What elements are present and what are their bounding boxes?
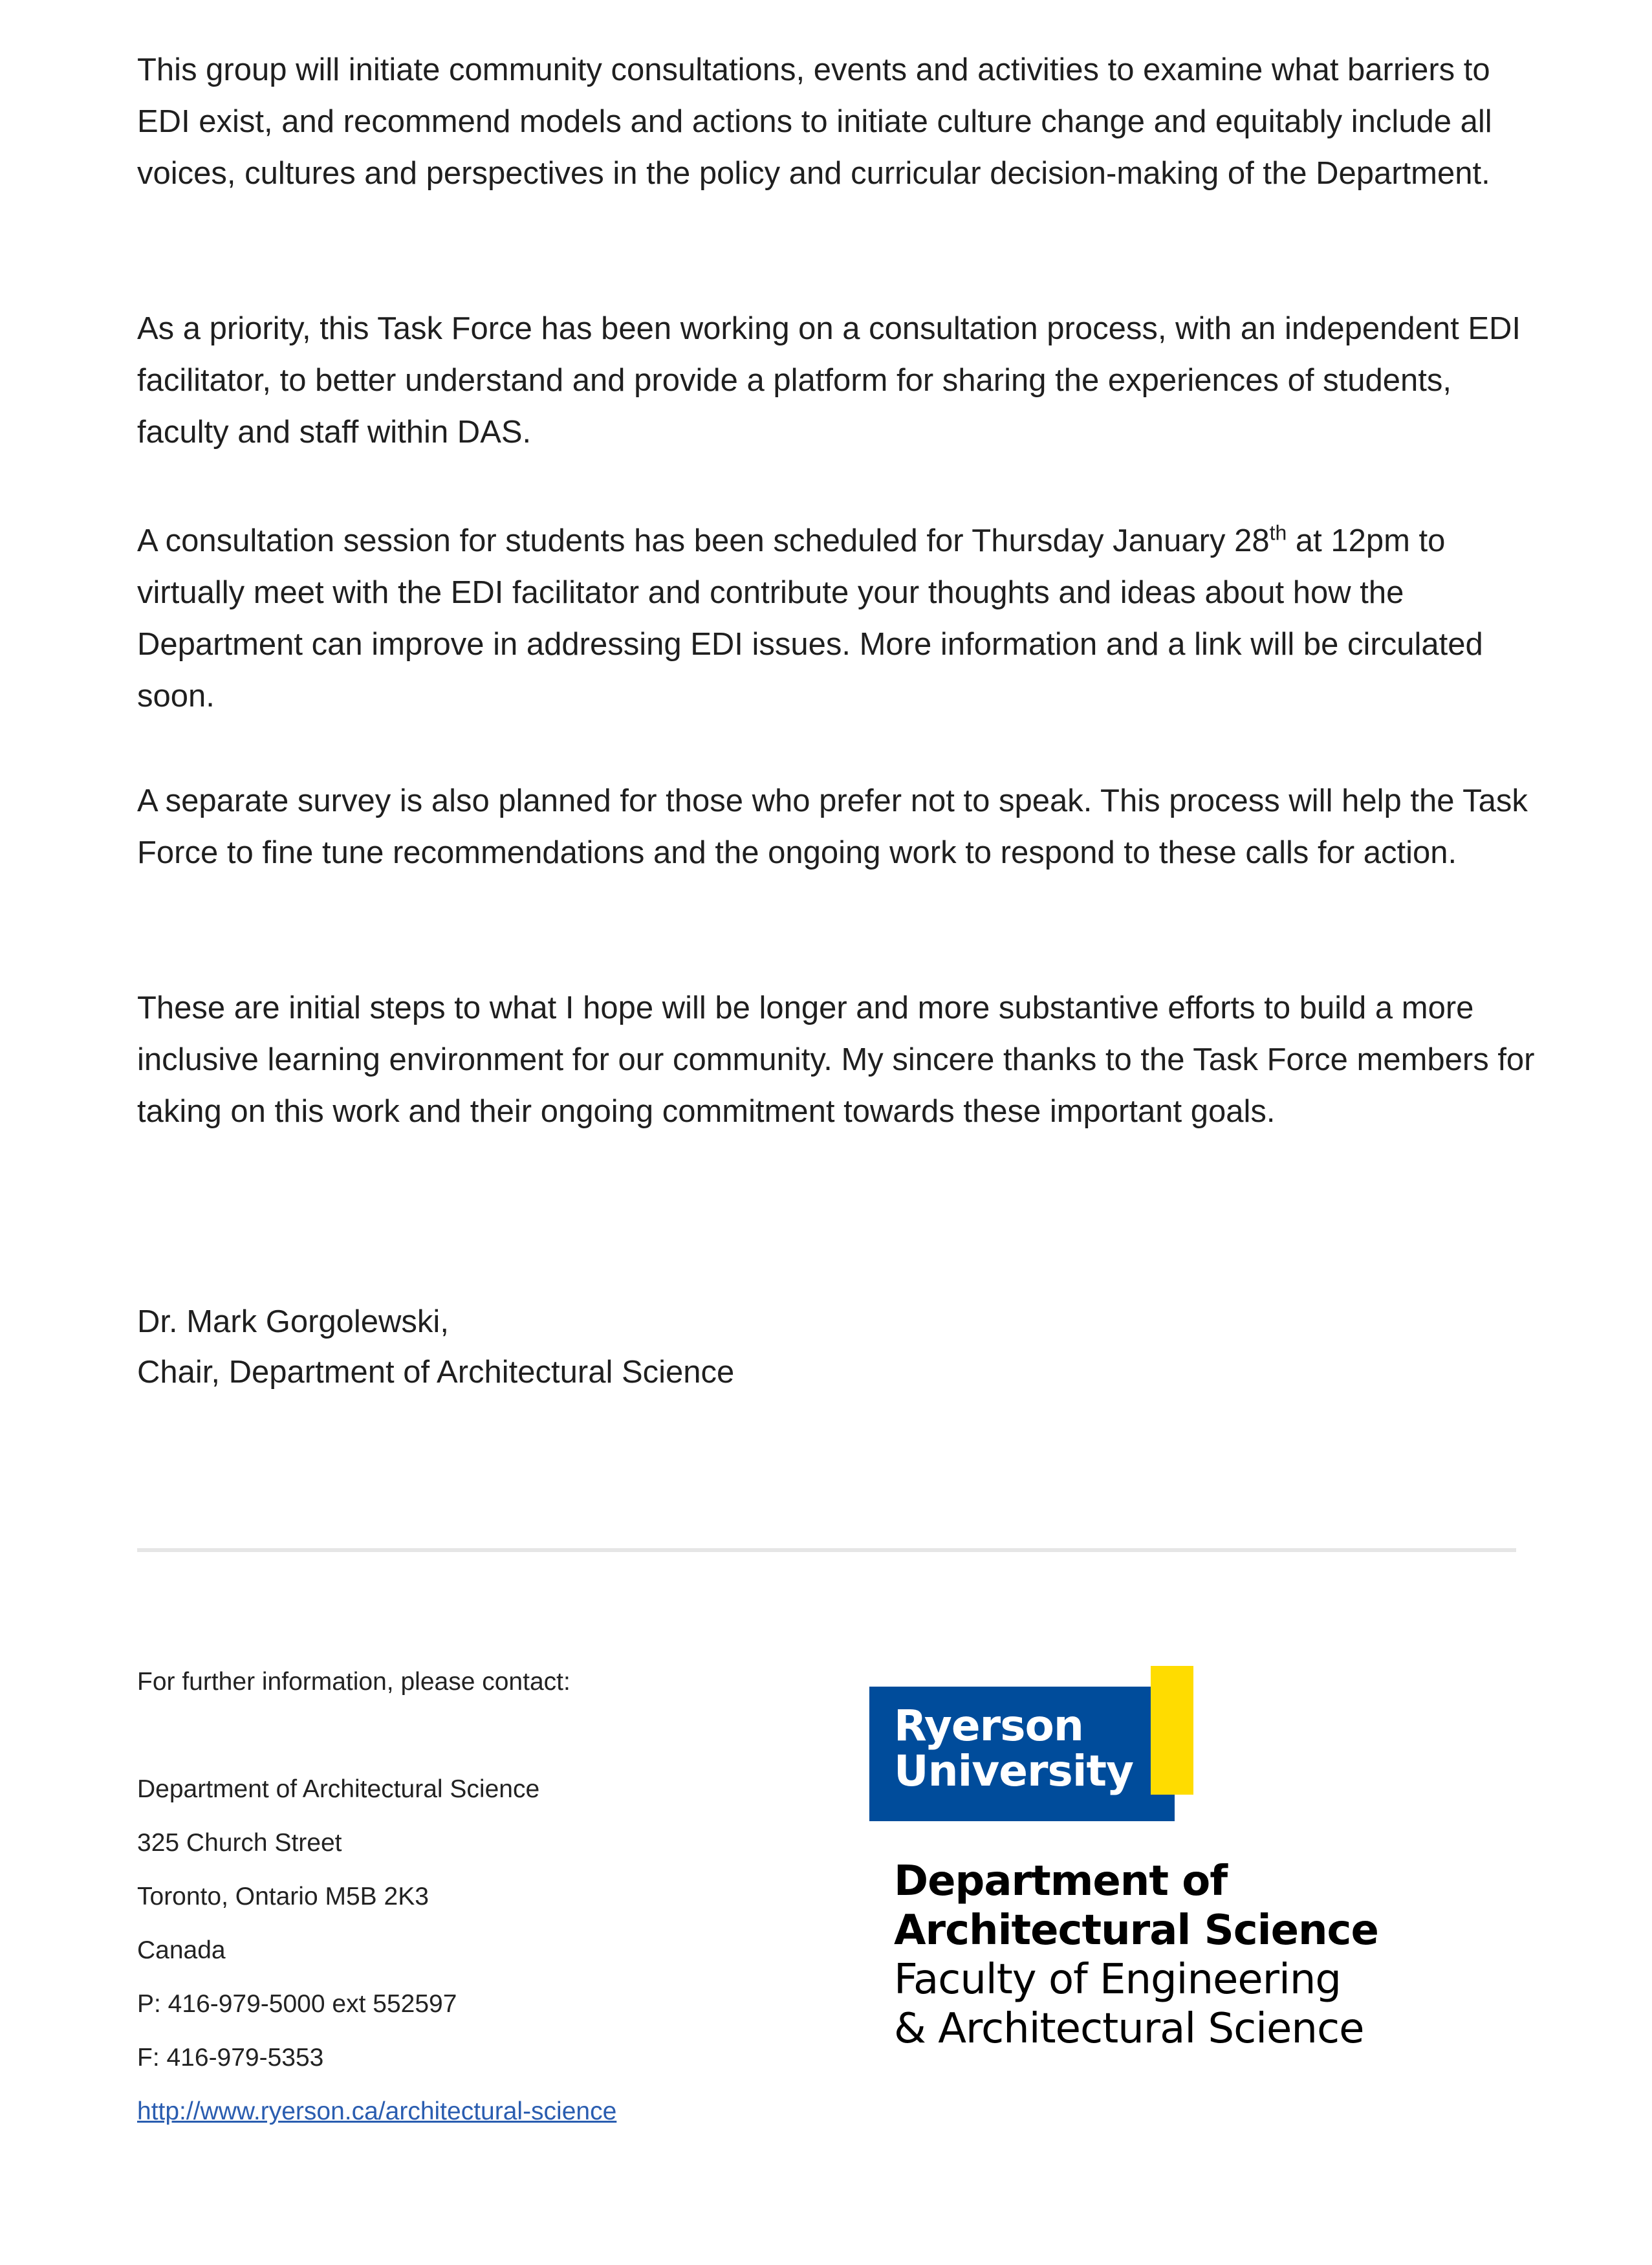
contact-country: Canada bbox=[137, 1936, 226, 1964]
paragraph-survey: A separate survey is also planned for those who prefer not to speak. This process will help the Task Force to fine tune recommendations and the ongoing work to respond to these calls for action. bbox=[137, 783, 1528, 870]
contact-intro: For further information, please contact: bbox=[137, 1668, 571, 1696]
footer-divider bbox=[137, 1548, 1516, 1552]
website-link[interactable]: http://www.ryerson.ca/architectural-science bbox=[137, 2097, 617, 2125]
logo-yellow-bar bbox=[1151, 1666, 1193, 1795]
department-wordmark bbox=[894, 1857, 1378, 2053]
dept-line-2: Architectural Science bbox=[894, 1907, 1378, 1954]
signature-block bbox=[137, 1297, 734, 1397]
signature-name: Dr. Mark Gorgolewski, bbox=[137, 1304, 449, 1339]
logo-wordmark bbox=[894, 1703, 1133, 1794]
contact-department: Department of Architectural Science bbox=[137, 1775, 540, 1803]
dept-line-1: Department of bbox=[894, 1857, 1228, 1905]
contact-street: 325 Church Street bbox=[137, 1829, 342, 1857]
paragraph-closing: These are initial steps to what I hope will be longer and more substantive efforts to build a more inclusive learning environment for our community. My sincere thanks to the Task Force members for taking on this work and their ongoing commitment towards these important goals. bbox=[137, 990, 1535, 1129]
contact-city: Toronto, Ontario M5B 2K3 bbox=[137, 1883, 429, 1910]
faculty-line-1: Faculty of Engineering bbox=[894, 1956, 1342, 2004]
date-ordinal-suffix: th bbox=[1269, 521, 1287, 545]
contact-website-row bbox=[137, 2097, 616, 2126]
ryerson-university-logo bbox=[869, 1666, 1206, 1821]
signature-title: Chair, Department of Architectural Science bbox=[137, 1355, 735, 1390]
contact-phone: P: 416-979-5000 ext 552597 bbox=[137, 1990, 457, 2018]
logo-line-university: University bbox=[894, 1746, 1134, 1796]
faculty-line-2: & Architectural Science bbox=[894, 2005, 1364, 2053]
paragraph-consultation-session bbox=[137, 515, 1547, 722]
contact-fax: F: 416-979-5353 bbox=[137, 2044, 324, 2072]
session-text-end: at 12pm to virtually meet with the EDI facilitator and contribute your thoughts and ideas about how the Department can improve in addressing EDI issues. More information and a link will be circulated soon. bbox=[137, 523, 1483, 714]
paragraph-consultation-process: As a priority, this Task Force has been working on a consultation process, with an independent EDI facilitator, to better understand and provide a platform for sharing the experiences of students, faculty and staff within DAS. bbox=[137, 311, 1521, 450]
session-text-start: A consultation session for students has been scheduled for Thursday January 28 bbox=[137, 523, 1270, 558]
logo-line-ryerson: Ryerson bbox=[894, 1701, 1083, 1751]
paragraph-task-force-purpose: This group will initiate community consultations, events and activities to examine what barriers to EDI exist, and recommend models and actions to initiate culture change and equitably include all voices, cultures and perspectives in the policy and curricular decision-making of the Department. bbox=[137, 52, 1492, 191]
